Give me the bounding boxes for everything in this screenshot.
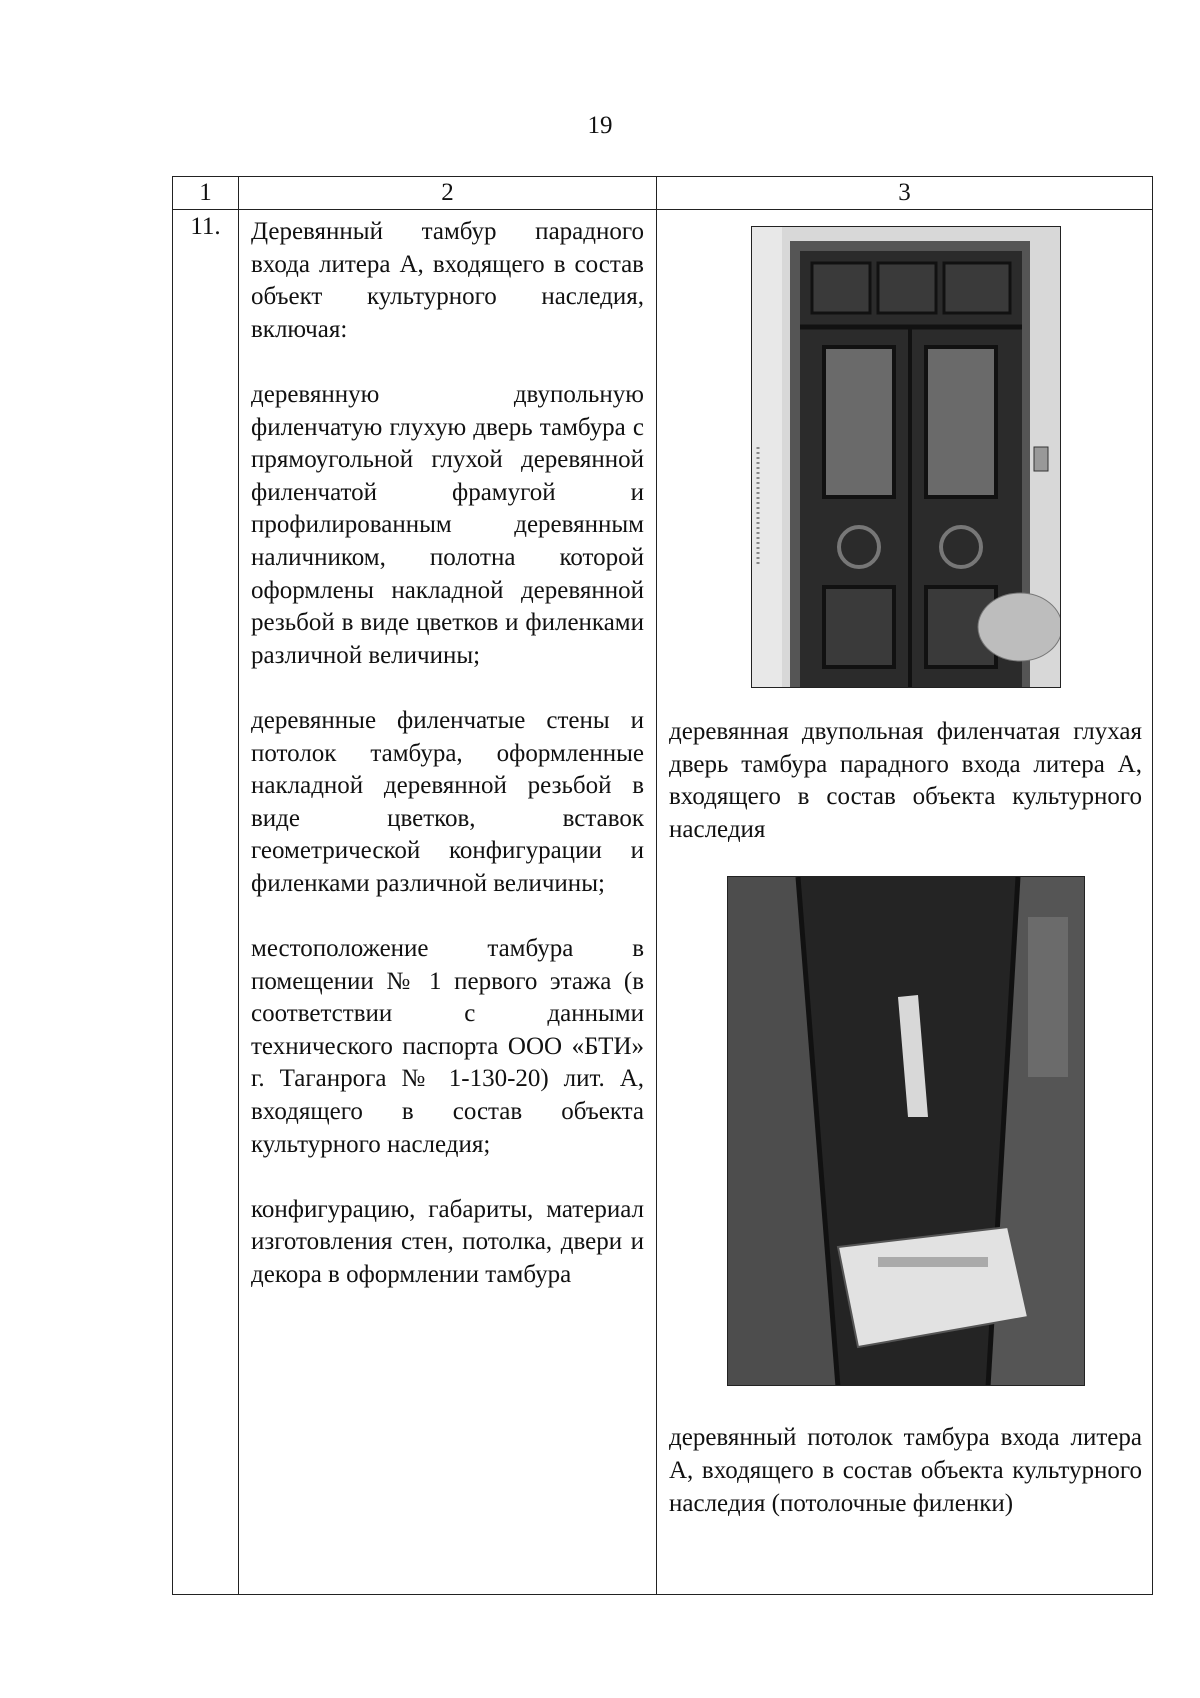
table-header-row — [173, 177, 1153, 210]
ceiling-photo-caption: деревянный потолок тамбура входа литера А, входящего в состав объекта культурного наследия (потолочные филенки) — [669, 1424, 1142, 1517]
description-paragraph-configuration: конфигурацию, габариты, материал изготовления стен, потолка, двери и декора в оформлении тамбура — [251, 1195, 644, 1288]
description-paragraph-door: деревянную двупольную филенчатую глухую дверь тамбура с прямоугольной глухой деревянной филенчатой фрамугой и профилированным деревянным наличником, полотна которой оформлены накладной деревянной резьбой в виде цветков и филенками различной величины; — [251, 380, 644, 669]
description-cell — [239, 210, 657, 1595]
description-paragraph-location: местоположение тамбура в помещении № 1 первого этажа (в соответствии с данными технического паспорта ООО «БТИ» г. Таганрога № 1-130-20) лит. А, входящего в состав объекта культурного наследия; — [251, 935, 644, 1158]
header-col-1: 1 — [173, 177, 239, 210]
table-row — [173, 210, 1153, 1595]
ceiling-photo — [727, 876, 1085, 1386]
door-photo — [751, 226, 1061, 688]
door-photo-caption: деревянная двупольная филенчатая глухая дверь тамбура парадного входа литера А, входящего в состав объекта культурного наследия — [669, 718, 1142, 843]
heritage-table — [172, 176, 1153, 1595]
page-number: 19 — [587, 112, 613, 139]
description-paragraph-intro: Деревянный тамбур парадного входа литера А, входящего в состав объект культурного наследия, включая: — [251, 218, 644, 343]
photos-cell — [657, 210, 1153, 1595]
header-col-3: 3 — [657, 177, 1153, 210]
header-col-2: 2 — [239, 177, 657, 210]
row-number: 11. — [173, 210, 239, 1595]
description-paragraph-walls: деревянные филенчатые стены и потолок тамбура, оформленные накладной деревянной резьбой в виде цветков, вставок геометрической конфигурации и филенками различной величины; — [251, 706, 644, 897]
